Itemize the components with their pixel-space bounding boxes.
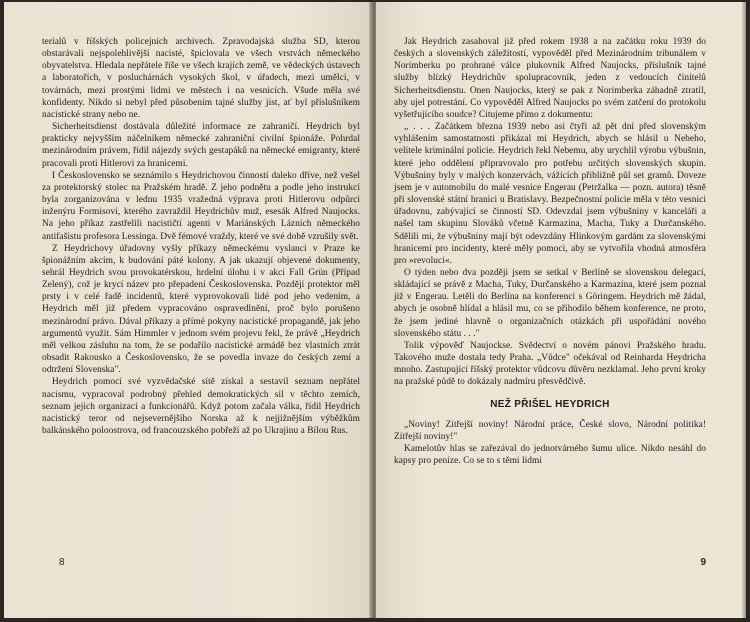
page-number: 8 <box>59 557 65 568</box>
paragraph: Tolik výpověď Naujockse. Svědectví o novém pánovi Pražského hradu. Takového muže dostala tedy Praha. „Vůdce" očekával od Reinharda Heydricha mnoho. Zastupující říšský protektor vůdcovu důvěru nezklamal. Jeho první kroky na pražské půdě to dokázaly nadmíru přesvědčivě. <box>394 340 706 388</box>
paragraph: Jak Heydrich zasahoval již před rokem 1938 a na začátku roku 1939 do českých a slovenských záležitostí, vypověděl před Mezinárodním tribunálem v Norimberku po prohrané válce plukovník Alfred Naujocks, příslušník tajné služby blízký Heydrichův spolupracovník, jeden z vedoucích činitelů Sicherheitsdienstu. Onen Naujocks, který se pak z Norimberka záhadně ztratil, aby ujel potrestání. Co vypověděl Alfred Naujocks po svém zatčení do protokolu vyšetřujícího soudce? Citujeme přímo z dokumentu: <box>394 37 706 120</box>
quote-paragraph: „ . . . Začátkem března 1939 nebo asi čtyři až pět dní před slovenským vyhlášením samostatnosti přikázal mi Heydrich, abych se hlásil u Nebeho, velitele kriminální policie. Heydrich řekl Nebemu, aby urychlil výrobu výbušnin, které jeho oddělení připravovalo pro potřebu určitých slovenských skupin. Výbušniny byly v malých konzervách, vážících přibližně půl set gramů. Doveze jsem je v automobilu do malé vesnice Engerau (Petržalka — pozn. autora) těsně při slovenské státní hranici u Bratislavy. Bezpečnostní policie měla v této vesnici úřadovnu, zabývající se činností SD. Odevzdal jsem výbušniny v kanceláři a našel tam skupinu Slováků včetně Karmazína, Macha, Tuky a Durčanského. Sdělili mi, že výbušniny mají být odevzdány Hlinkovým gardám za slovenskými hranicemi pro incidenty, které měly pomoci, aby se vytvořila vhodná atmosféra pro »revoluci«. <box>394 122 706 266</box>
paragraph: Heydrich pomocí své vyzvědačské sítě získal a sestavil seznam nepřátel nacismu, vypracoval podrobný přehled demokratických sil v těchto zemích, seznam jejich organizací a funkcionářů. Když potom začala válka, řídil Heydrich nacistický teror od nejsevernějšího Norska až k nejjižnějším výběžkům balkánského poloostrova, od francouzského pobřeží až po Ukrajinu a Bílou Rus. <box>42 377 360 436</box>
paragraph: terialů v říšských policejních archivech. Zpravodajská služba SD, kterou obstarávali nejspolehlivější nacisté, špiclovala ve všech vrstvách německého obyvatelstva. Hledala nepřátele říše ve všech krajích země, ve vědeckých ústavech a laboratořích, v posluchárnách vysokých škol, v úřadech, mezi umělci, v továrnách, mezi prostými lidmi ve městech i na vesnicích. Všude měla své konfidenty. Nikdo si nebyl před působením tajné služby jist, ať byl příslušníkem nacistické strany nebo ne. <box>42 37 360 120</box>
paragraph: Kamelotův hlas se zařezával do jednotvárného šumu ulice. Nikdo nesáhl do kapsy pro peníze. Co se to s těmi lidmi <box>394 444 706 467</box>
section-heading: NEŽ PŘIŠEL HEYDRICH <box>490 398 610 410</box>
page-edge <box>742 2 746 618</box>
right-page <box>376 2 746 618</box>
paragraph: I Československo se seznámilo s Heydrichovou činností daleko dříve, než vešel za protektorský stolec na Pražském hradě. Z jeho podnětu a podle jeho instrukcí byla zorganizována v lednu 1935 vražedná výprava proti Hitlerovu odpůrci inženýru Formisovi, kterého zavraždil Heydrichův muž, esesák Alfred Naujocks. Na jeho příkaz zastřelili nacističtí agenti v Mariánských Lázních německého antifašistu profesora Lessinga. Dvě fémové vraždy, které ve své době vzrušily svět. <box>42 170 360 242</box>
book-spread <box>4 2 746 618</box>
paragraph: Sicherheitsdienst dostávala důležité informace ze zahraničí. Heydrich byl prakticky nejvyšším náčelníkem německé zahraniční civilní špionáže. Pohrdal mezinárodním právem, řídil nájezdy svých gestapáků na německé emigranty, které pracovali proti Hitlerovi za hranicemi. <box>42 122 360 169</box>
page-number: 9 <box>700 557 706 568</box>
right-page-text <box>394 36 706 467</box>
paragraph: „Noviny! Zítřejší noviny! Národní práce, České slovo, Národní politika! Zítřejší noviny!" <box>394 419 706 442</box>
quote-paragraph: O týden nebo dva později jsem se setkal v Berlíně se slovenskou delegací, skládající se právě z Macha, Tuky, Durčanského a Karmazína, které jsem poznal již v Engerau. Letěli do Berlína na konferenci s Göringem. Heydrich mě žádal, abych je osobně hlídal a hlásil mu, co se přihodilo během konference, ne proto, že jsem jediné hlavně o organizačních otázkách při uspořádání nového slovenského státu . . ." <box>394 267 706 339</box>
left-page <box>4 2 372 618</box>
paragraph: Z Heydrichovy úřadovny vyšly příkazy německému vyslanci v Praze ke špionážním akcím, k budování páté kolony. A jak ukazují objevené dokumenty, sehrál Heydrich svou provokatérskou, hrdelní úlohu i v akci Fall Grün (Případ Zelený), což je krycí název pro přepadení Československa. Později protektor měl prsty i v celé řadě incidentů, které vyprovokovali lidé pod jeho vedením, a Heydrich měl již předem vypracováno ospravedlnění, proč bylo porušeno mezinárodní právo. Dával příkazy a přímé pokyny nacistické propagandě, jak jeho argumentů využít. Sám Himmler v jednom svém projevu řekl, že právě „Heydrich měl velkou zásluhu na tom, že se podařilo nacistické armádě bez vlastních ztrát obsadit Rakousko a Československo, že se povedla invaze do českých zemí a odtržení Slovenska". <box>42 243 360 376</box>
left-page-text <box>42 36 360 437</box>
